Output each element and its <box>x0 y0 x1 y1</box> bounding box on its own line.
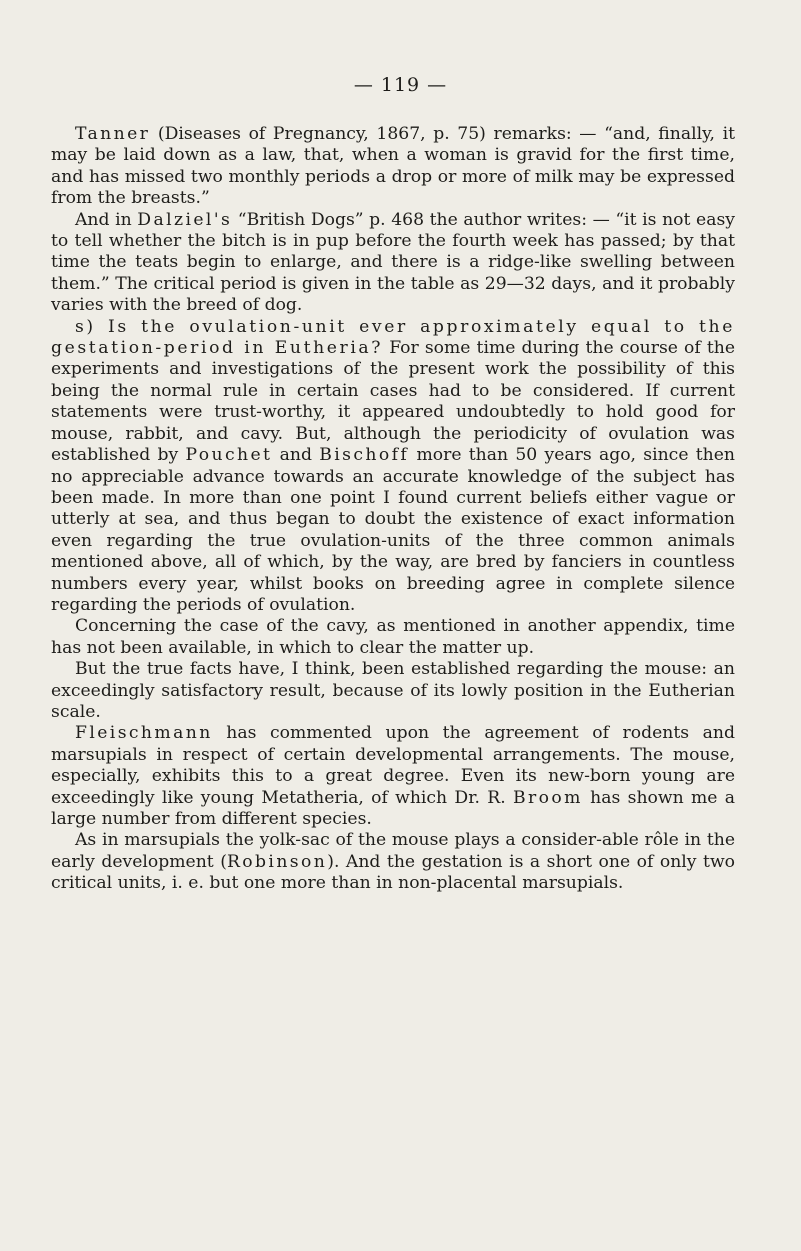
body-text <box>51 124 735 895</box>
author-name-broom: Broom <box>513 787 583 808</box>
paragraph <box>51 124 735 210</box>
author-name-tanner: Tanner <box>75 124 151 144</box>
author-name-fleischmann: Fleischmann <box>75 723 213 744</box>
paragraph-text: (Diseases of Pregnancy, 1867, p. 75) remarks: — “and, finally, it may be laid down as a law, that, when a woman is gravid for the first time, and has missed two monthly periods a drop or more of milk may be expressed from the breasts.” <box>51 124 735 209</box>
paragraph-text: But the true facts have, I think, been established regarding the mouse: an exceedingly satisfactory result, because of its lowly position in the Eutherian scale. <box>51 659 735 722</box>
paragraph-text: and <box>272 445 320 466</box>
paragraph-text: “British Dogs” p. 468 the author writes: — “it is not easy to tell whether the bitch is in pup before the fourth week has passed; by that time the teats begin to enlarge, and there is a ridge-like swelling between them.” The critical period is given in the table as 29—32 days, and it probably varies with the breed of dog. <box>51 209 735 316</box>
paragraph <box>51 659 735 723</box>
paragraph-text: For some time during the course of the experiments and investigations of the present work the possibility of this being the normal rule in certain cases had to be considered. If current statements were trust-worthy, it appeared undoubtedly to hold good for mouse, rabbit, and cavy. But, although the periodicity of ovulation was established by <box>51 338 735 466</box>
paragraph-text: And in <box>75 209 138 230</box>
paragraph <box>51 830 735 894</box>
paragraph-text: As in marsupials the yolk-sac of the mouse plays a consider-able rôle in the early development ( <box>51 830 735 872</box>
author-name-dalziel: Dalziel's <box>137 209 233 230</box>
paragraph-text: has commented upon the agreement of rodents and marsupials in respect of certain developmental arrangements. The mouse, especially, exhibits this to a great degree. Even its new-born young are exceedingly like young Metatheria, of which Dr. R. <box>51 723 735 808</box>
author-name-robinson: Robinson <box>226 851 328 872</box>
paragraph <box>51 317 735 617</box>
page-number: — 119 — <box>353 74 448 96</box>
author-name-bischoff: Bischoff <box>319 445 410 466</box>
paragraph-text: more than 50 years ago, since then no appreciable advance towards an accurate knowledge of the subject has been made. In more than one point I found current beliefs either vague or utterly at sea, and thus began to doubt the existence of exact information even regarding the true ovulation-units of the three common animals mentioned above, all of which, by the way, are bred by fanciers in countless numbers every year, whilst books on breeding agree in complete silence regarding the periods of ovulation. <box>51 445 735 615</box>
author-name-pouchet: Pouchet <box>185 445 273 466</box>
section-heading: s) Is the ovulation-unit ever approximately equal to the gestation-period in Eutheria? <box>51 316 735 359</box>
paragraph-text: Concerning the case of the cavy, as mentioned in another appendix, time has not been available, in which to clear the matter up. <box>51 616 735 658</box>
paragraph <box>51 723 735 830</box>
paragraph-text: ). And the gestation is a short one of only two critical units, i. e. but one more than in non-placental marsupials. <box>51 851 735 894</box>
paragraph <box>51 616 735 659</box>
paragraph <box>51 210 735 317</box>
paragraph-text: has shown me a large number from different species. <box>51 787 735 829</box>
